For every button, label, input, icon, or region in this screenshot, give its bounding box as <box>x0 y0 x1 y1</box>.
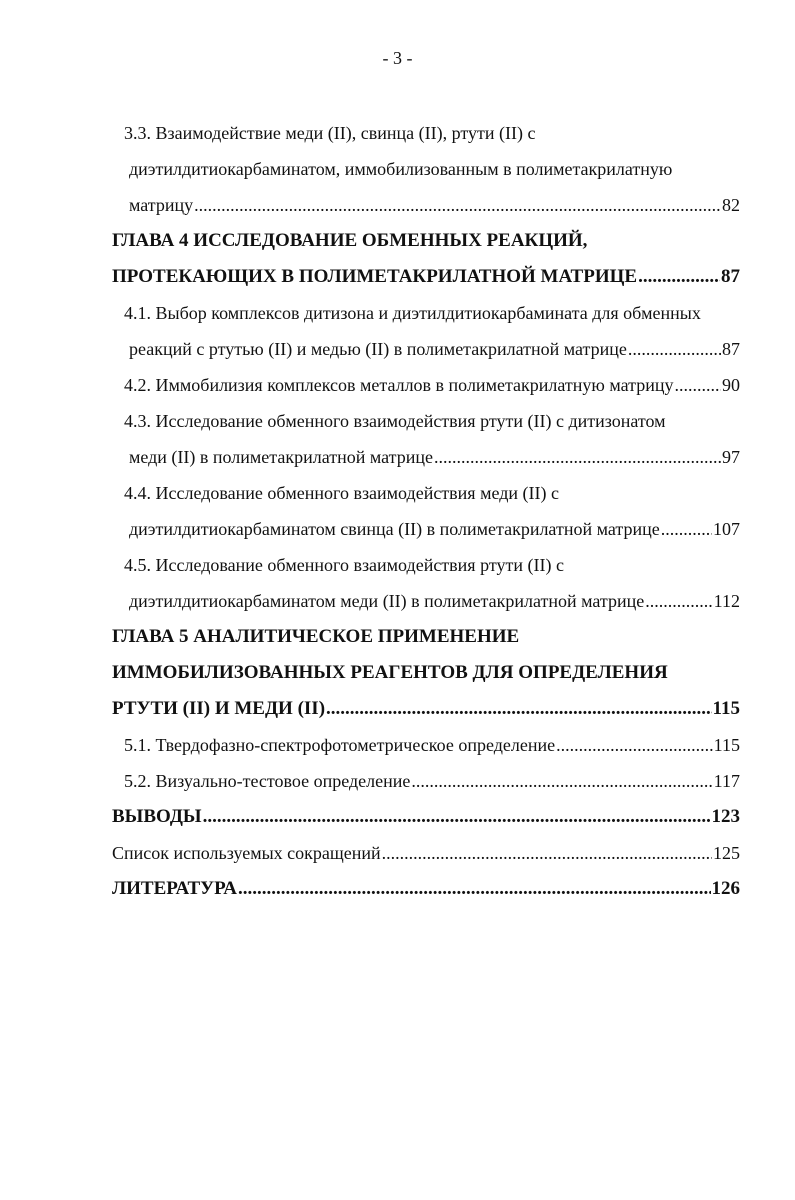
toc-entry-page: 126 <box>711 878 740 899</box>
toc-leader-dots <box>194 187 721 223</box>
toc-entry-text: 4.2. Иммобилизия комплексов металлов в полиметакрилатную матрицу <box>124 375 674 395</box>
toc-leader-dots <box>556 727 713 763</box>
toc-entry <box>112 871 740 907</box>
toc-leader-dots <box>326 691 712 727</box>
toc-entry <box>112 511 740 547</box>
toc-leader-dots <box>382 835 712 871</box>
toc-entry-page: 87 <box>722 339 740 359</box>
toc-entry-text: меди (II) в полиметакрилатной матрице <box>129 447 434 467</box>
toc-entry-page: 97 <box>722 447 740 467</box>
toc-entry-page: 90 <box>722 375 740 395</box>
toc-entry <box>112 439 740 475</box>
toc-entry-text: ИММОБИЛИЗОВАННЫХ РЕАГЕНТОВ ДЛЯ ОПРЕДЕЛЕНИЯ <box>112 662 668 683</box>
toc-entry <box>112 619 740 655</box>
toc-entry-text: 4.3. Исследование обменного взаимодействия ртути (II) с дитизонатом <box>124 411 666 431</box>
toc-leader-dots <box>661 511 712 547</box>
toc-entry-page: 87 <box>721 266 740 287</box>
toc-entry-text: диэтилдитиокарбаминатом меди (II) в полиметакрилатной матрице <box>129 591 645 611</box>
toc-leader-dots <box>238 871 710 907</box>
toc-entry-text: матрицу <box>129 195 194 215</box>
toc-entry-text: диэтилдитиокарбаминатом, иммобилизованным в полиметакрилатную <box>129 159 673 179</box>
toc-entry-page: 107 <box>713 519 740 539</box>
toc-entry-text: 4.4. Исследование обменного взаимодействия меди (II) с <box>124 483 559 503</box>
toc-entry <box>112 151 740 187</box>
toc-entry <box>112 331 740 367</box>
toc-entry <box>112 799 740 835</box>
toc-entry <box>112 655 740 691</box>
toc-entry-text: диэтилдитиокарбаминатом свинца (II) в полиметакрилатной матрице <box>129 519 660 539</box>
toc-entry-text: ГЛАВА 4 ИССЛЕДОВАНИЕ ОБМЕННЫХ РЕАКЦИЙ, <box>112 230 588 251</box>
toc-leader-dots <box>675 367 722 403</box>
toc-entry-text: ЛИТЕРАТУРА <box>112 878 238 899</box>
toc-entry <box>112 547 740 583</box>
toc-leader-dots <box>638 259 720 295</box>
toc-entry <box>112 115 740 151</box>
toc-entry <box>112 835 740 871</box>
toc-entry-text: ГЛАВА 5 АНАЛИТИЧЕСКОЕ ПРИМЕНЕНИЕ <box>112 626 520 647</box>
toc-entry <box>112 727 740 763</box>
toc-entry <box>112 763 740 799</box>
toc-entry <box>112 259 740 295</box>
table-of-contents <box>112 115 740 907</box>
toc-entry-page: 112 <box>713 591 740 611</box>
toc-entry-text: 3.3. Взаимодействие меди (II), свинца (II), ртути (II) с <box>124 123 536 143</box>
page-number: - 3 - <box>382 48 413 68</box>
toc-entry-page: 82 <box>722 195 740 215</box>
toc-entry-text: 5.2. Визуально-тестовое определение <box>124 771 411 791</box>
toc-entry-text: ПРОТЕКАЮЩИХ В ПОЛИМЕТАКРИЛАТНОЙ МАТРИЦЕ <box>112 266 638 287</box>
toc-entry <box>112 187 740 223</box>
toc-entry <box>112 583 740 619</box>
toc-entry-page: 115 <box>713 735 740 755</box>
toc-leader-dots <box>645 583 712 619</box>
toc-leader-dots <box>203 799 711 835</box>
toc-entry <box>112 367 740 403</box>
toc-leader-dots <box>628 331 721 367</box>
toc-entry-page: 117 <box>713 771 740 791</box>
toc-entry <box>112 691 740 727</box>
toc-entry-text: 4.1. Выбор комплексов дитизона и диэтилдитиокарбамината для обменных <box>124 303 701 323</box>
toc-leader-dots <box>434 439 721 475</box>
toc-entry <box>112 403 740 439</box>
toc-entry <box>112 295 740 331</box>
toc-entry-text: реакций с ртутью (II) и медью (II) в полиметакрилатной матрице <box>129 339 627 359</box>
toc-entry-page: 123 <box>711 806 740 827</box>
toc-entry <box>112 475 740 511</box>
toc-entry-page: 115 <box>712 698 740 719</box>
toc-entry-text: РТУТИ (II) И МЕДИ (II) <box>112 698 326 719</box>
toc-entry-text: ВЫВОДЫ <box>112 806 202 827</box>
toc-entry-text: Список используемых сокращений <box>112 843 381 863</box>
toc-entry-text: 5.1. Твердофазно-спектрофотометрическое определение <box>124 735 556 755</box>
toc-entry-page: 125 <box>713 843 740 863</box>
toc-entry-text: 4.5. Исследование обменного взаимодействия ртути (II) с <box>124 555 564 575</box>
toc-entry <box>112 223 740 259</box>
toc-leader-dots <box>411 763 712 799</box>
